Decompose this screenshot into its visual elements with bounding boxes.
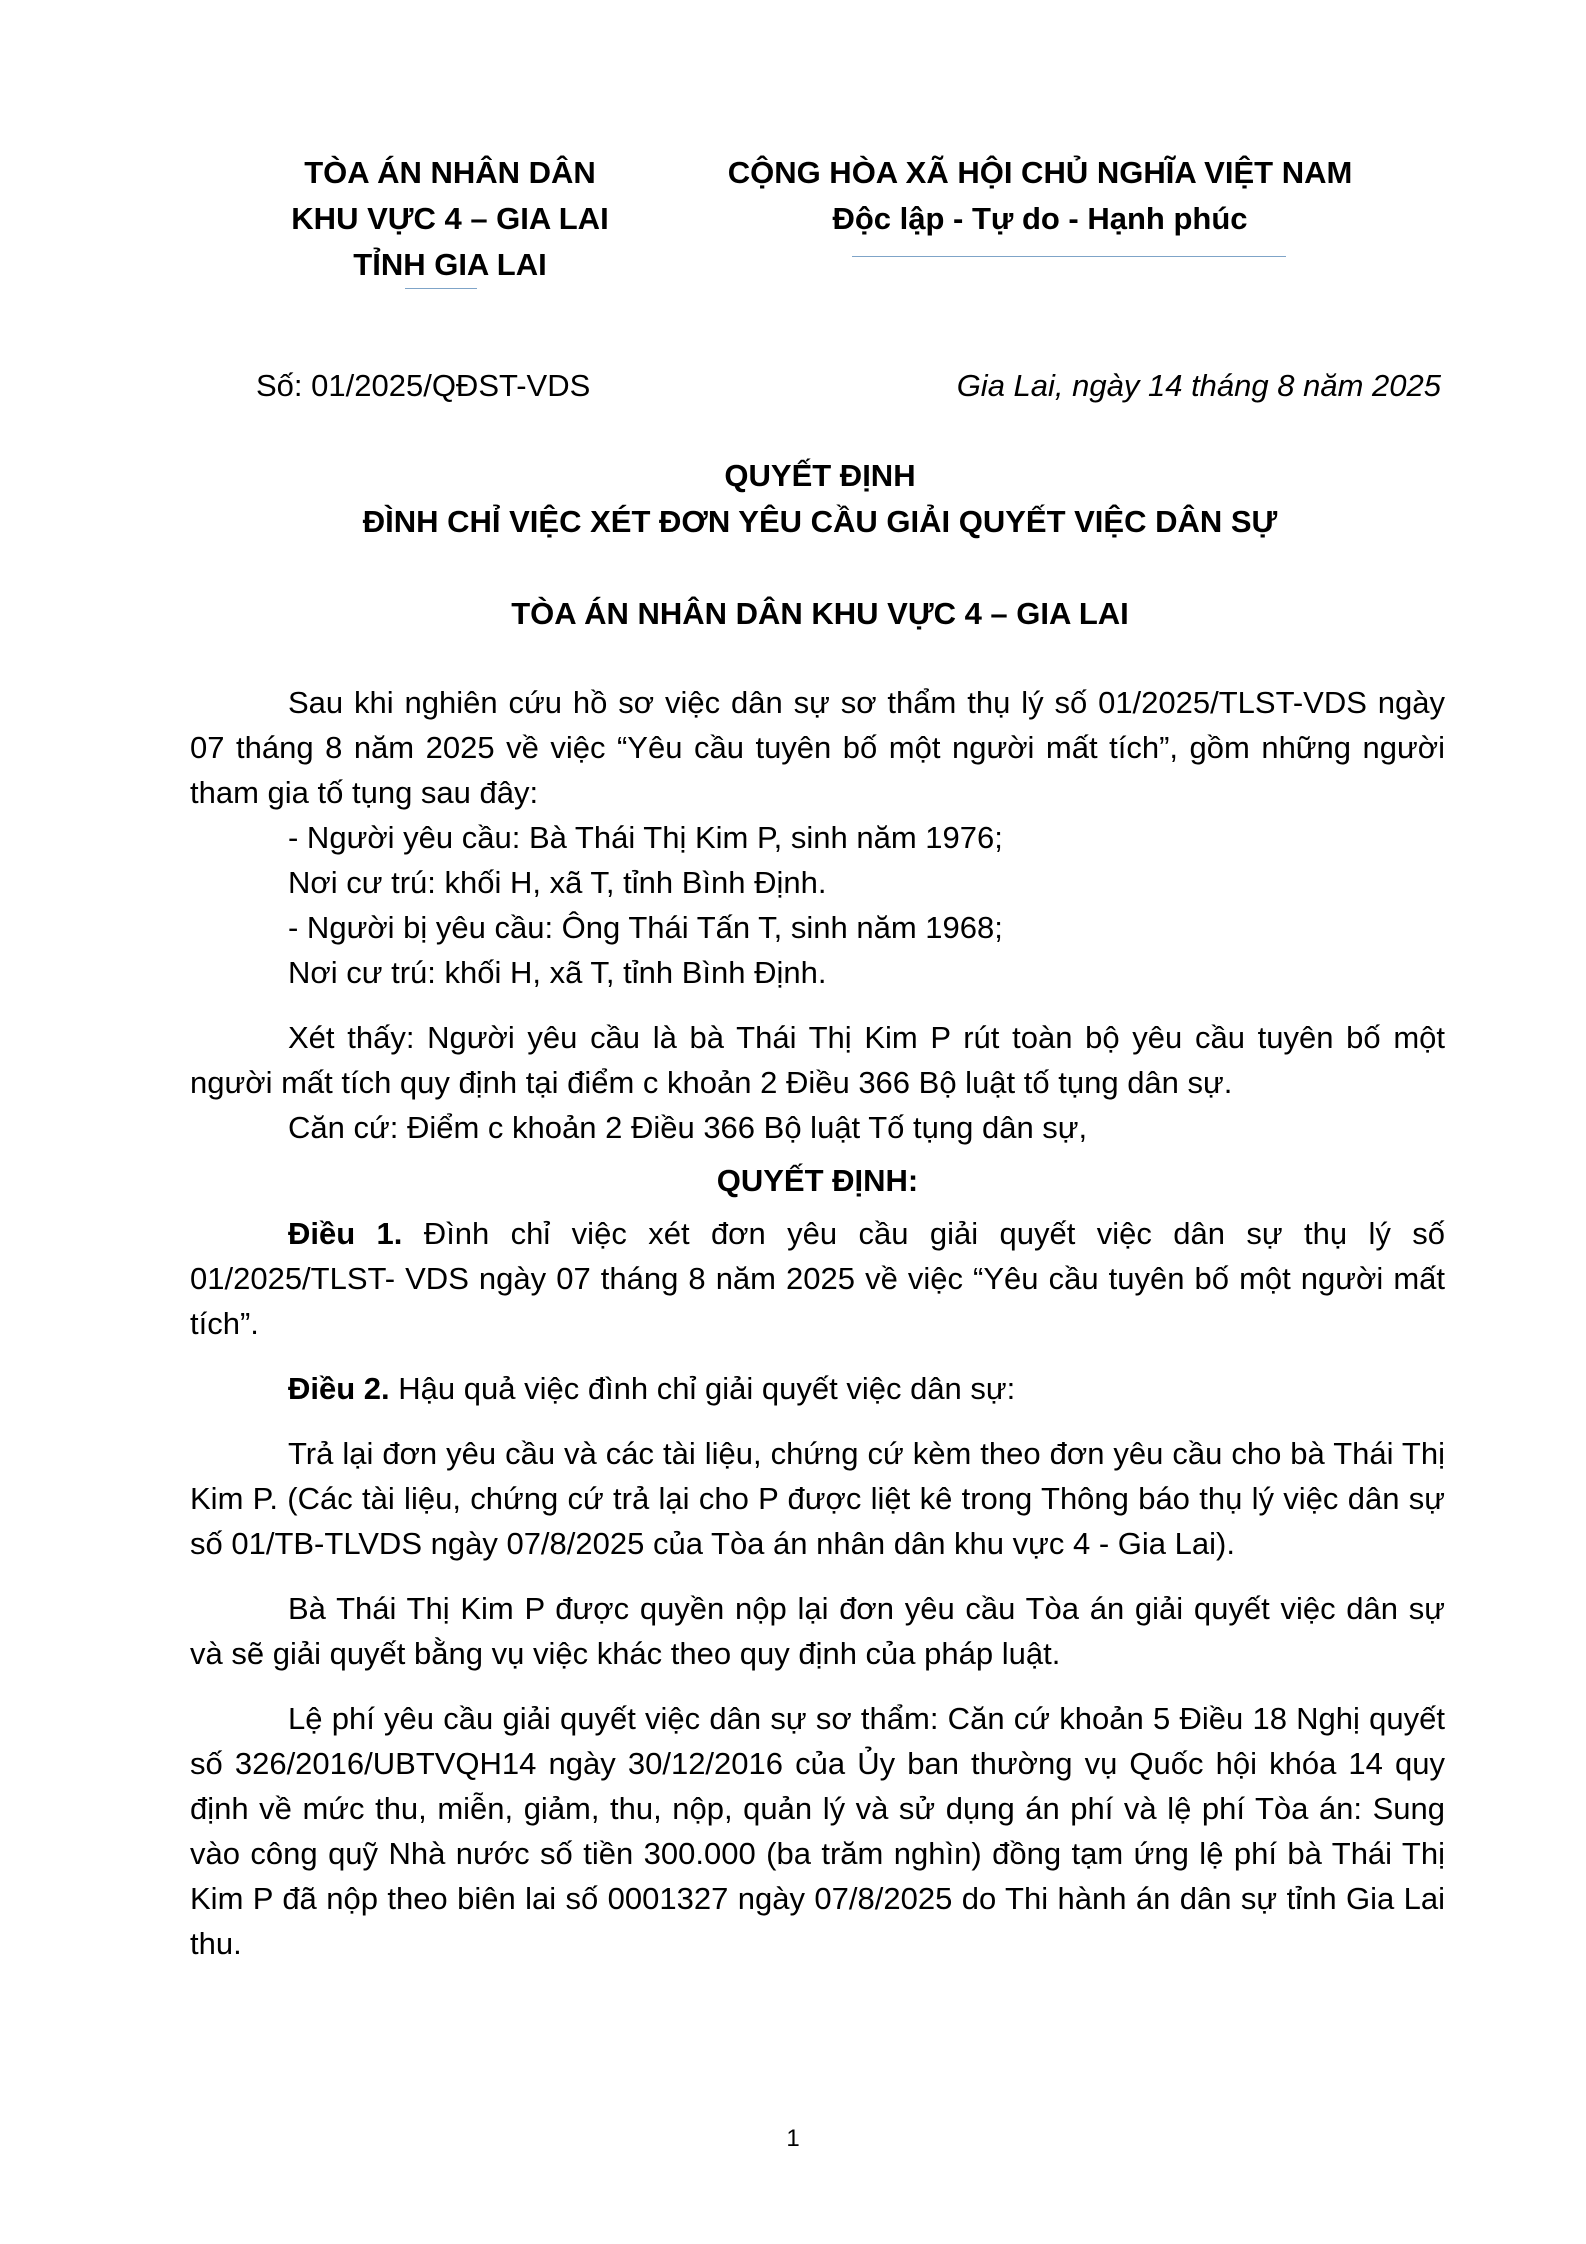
court-name-line-1: TÒA ÁN NHÂN DÂN: [304, 155, 596, 190]
decision-heading: QUYẾT ĐỊNH:: [716, 1163, 919, 1198]
court-name-line-3: TỈNH GIA LAI: [353, 247, 547, 282]
article-2-text: Hậu quả việc đình chỉ giải quyết việc dân sự:: [389, 1371, 1016, 1406]
document-number: Số: 01/2025/QĐST-VDS: [256, 368, 591, 403]
intro-paragraph: Sau khi nghiên cứu hồ sơ việc dân sự sơ thẩm thụ lý số 01/2025/TLST-VDS ngày 07 tháng 8 năm 2025 về việc “Yêu cầu tuyên bố một người mất tích”, gồm những người tham gia tố tụng sau đây:: [190, 685, 1445, 810]
national-motto-header: [700, 150, 1380, 242]
national-motto: Độc lập - Tự do - Hạnh phúc: [832, 201, 1248, 236]
page-number: 1: [786, 2125, 800, 2152]
document-title: QUYẾT ĐỊNH: [724, 458, 916, 493]
court-heading: TÒA ÁN NHÂN DÂN KHU VỰC 4 – GIA LAI: [511, 596, 1129, 631]
consideration-paragraph: Xét thấy: Người yêu cầu là bà Thái Thị Kim P rút toàn bộ yêu cầu tuyên bố một người mất tích quy định tại điểm c khoản 2 Điều 366 Bộ luật tố tụng dân sự.: [190, 1020, 1445, 1100]
motto-underline: [852, 256, 1286, 257]
article-2-label: Điều 2.: [288, 1371, 390, 1406]
place-and-date: Gia Lai, ngày 14 tháng 8 năm 2025: [956, 368, 1441, 403]
court-header-underline: [405, 288, 477, 289]
fee-paragraph: Lệ phí yêu cầu giải quyết việc dân sự sơ thẩm: Căn cứ khoản 5 Điều 18 Nghị quyết số 326/2016/UBTVQH14 ngày 30/12/2016 của Ủy ban thường vụ Quốc hội khóa 14 quy định về mức thu, miễn, giảm, thu, nộp, quản lý và sử dụng án phí và lệ phí Tòa án: Sung vào công quỹ Nhà nước số tiền 300.000 (ba trăm nghìn) đồng tạm ứng lệ phí bà Thái Thị Kim P đã nộp theo biên lai số 0001327 ngày 07/8/2025 do Thi hành án dân sự tỉnh Gia Lai thu.: [190, 1701, 1445, 1961]
country-name: CỘNG HÒA XÃ HỘI CHỦ NGHĨA VIỆT NAM: [727, 155, 1353, 190]
document-body: [190, 680, 1445, 1966]
article-1: [190, 1211, 1445, 1346]
party-petitioner-residence: Nơi cư trú: khối H, xã T, tỉnh Bình Định.: [288, 865, 827, 900]
party-respondent-residence: Nơi cư trú: khối H, xã T, tỉnh Bình Định.: [288, 955, 827, 990]
document-subtitle: ĐÌNH CHỈ VIỆC XÉT ĐƠN YÊU CẦU GIẢI QUYẾT VIỆC DÂN SỰ: [362, 504, 1278, 539]
legal-basis-paragraph: Căn cứ: Điểm c khoản 2 Điều 366 Bộ luật Tố tụng dân sự,: [288, 1110, 1088, 1145]
refile-right-paragraph: Bà Thái Thị Kim P được quyền nộp lại đơn yêu cầu Tòa án giải quyết việc dân sự và sẽ giải quyết bằng vụ việc khác theo quy định của pháp luật.: [190, 1591, 1445, 1671]
issuing-court-header: [230, 150, 670, 288]
article-2: [190, 1366, 1445, 1411]
party-petitioner: - Người yêu cầu: Bà Thái Thị Kim P, sinh năm 1976;: [288, 820, 1003, 855]
article-1-label: Điều 1.: [288, 1216, 403, 1251]
return-documents-paragraph: Trả lại đơn yêu cầu và các tài liệu, chứng cứ kèm theo đơn yêu cầu cho bà Thái Thị Kim P. (Các tài liệu, chứng cứ trả lại cho P được liệt kê trong Thông báo thụ lý việc dân sự số 01/TB-TLVDS ngày 07/8/2025 của Tòa án nhân dân khu vực 4 - Gia Lai).: [190, 1436, 1445, 1561]
article-1-text: Đình chỉ việc xét đơn yêu cầu giải quyết việc dân sự thụ lý số 01/2025/TLST- VDS ngày 07 tháng 8 năm 2025 về việc “Yêu cầu tuyên bố một người mất tích”.: [190, 1216, 1445, 1341]
party-respondent: - Người bị yêu cầu: Ông Thái Tấn T, sinh năm 1968;: [288, 910, 1003, 945]
court-name-line-2: KHU VỰC 4 – GIA LAI: [291, 201, 609, 236]
